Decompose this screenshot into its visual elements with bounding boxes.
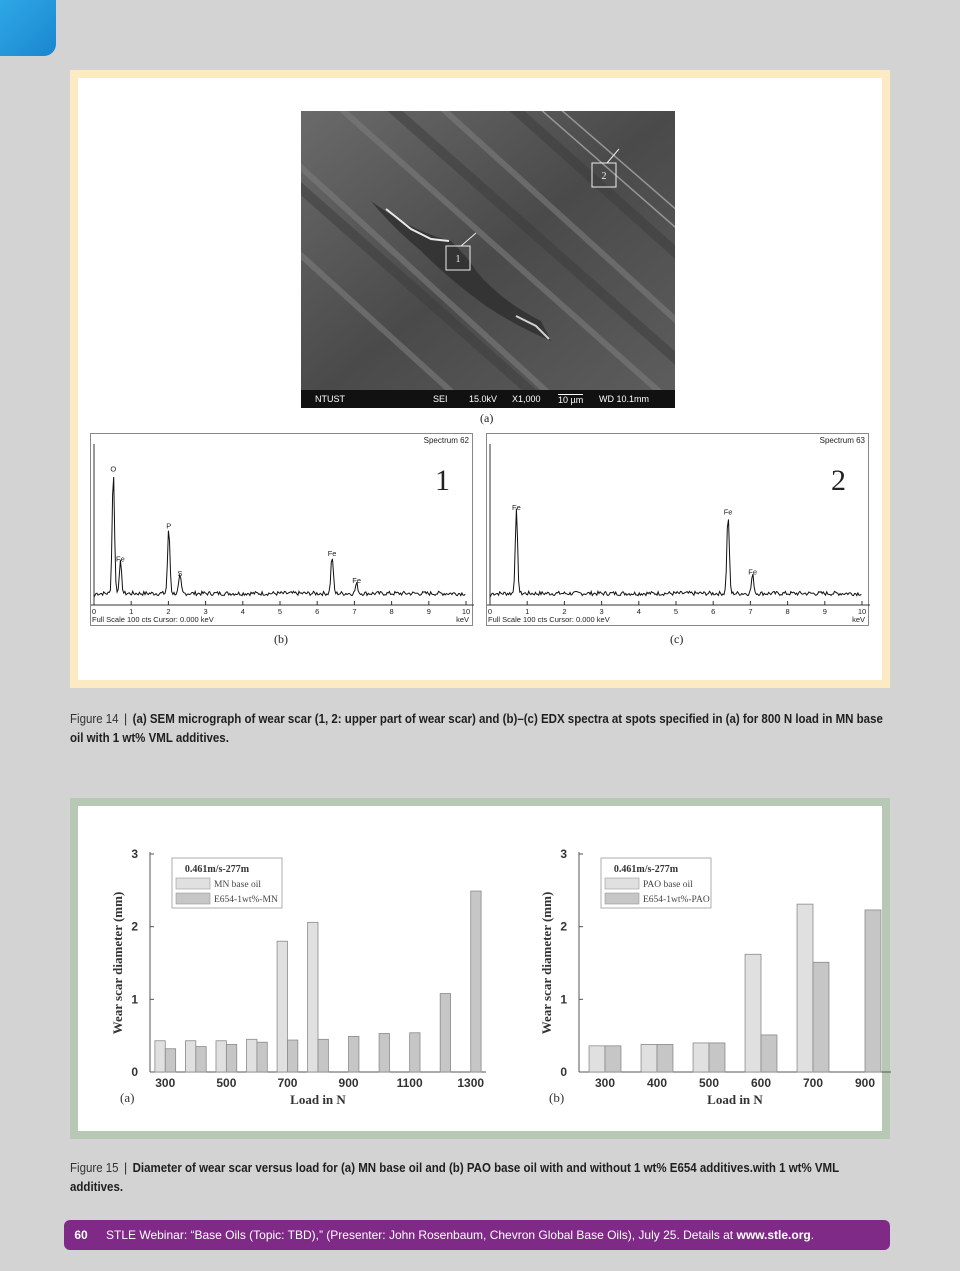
spectrum-b [90,433,473,626]
x-tick-label: 300 [155,1076,176,1090]
spectrum-tick-label: 10 [857,607,867,616]
sem-wd: WD 10.1mm [599,394,650,404]
x-tick-label: 700 [802,1076,824,1090]
spectrum-trace [490,509,861,597]
footer-end: . [810,1228,815,1242]
sem-info-bar [301,390,675,408]
figure-15-caption [70,1159,889,1197]
spectrum-b-plot [91,434,474,627]
legend-label: E654-1wt%-MN [214,895,278,905]
footer-body: STLE Webinar: “Base Oils (Topic: TBD),” (Presenter: John Rosenbaum, Chevron Global Base Oils), July 25. Details at [106,1228,737,1242]
peak-label: Fe [748,567,758,577]
y-tick-label: 2 [131,919,138,934]
bar-e654-1wt-mn [196,1047,206,1072]
spectrum-c-footer: Full Scale 100 cts Cursor: 0.000 keV [488,615,610,624]
figure-15-panel [78,806,882,1131]
sem-scale: 10 µm [558,395,584,405]
bar-chart-b [523,806,903,1131]
bar-mn-base-oil [216,1041,226,1072]
footer-text [106,1220,814,1250]
y-tick-label: 2 [560,919,567,934]
spectrum-c-plot [487,434,870,627]
sem-image [301,111,675,408]
footer-link[interactable]: www.stle.org [736,1228,811,1242]
spectrum-trace [94,477,465,597]
spectrum-tick-label: 7 [352,607,357,616]
y-tick-label: 0 [131,1065,138,1079]
spectrum-tick-label: 1 [525,607,530,616]
spectrum-tick-label: 3 [203,607,208,616]
chart-panel-label: (a) [120,1090,135,1105]
legend-label: MN base oil [214,880,261,890]
figure-14-panel [78,78,882,680]
spectrum-tick-label: 6 [315,607,320,616]
peak-label: Fe [723,507,733,517]
peak-label: S [177,568,183,578]
bar-e654-1wt-mn [379,1033,389,1072]
x-tick-label: 1300 [457,1076,485,1090]
y-tick-label: 3 [131,847,138,861]
figure-15-frame [70,798,890,1139]
spectrum-tick-label: 9 [822,607,827,616]
figure-14-number: Figure 14 [70,712,119,726]
spectrum-c-unit: keV [852,615,865,624]
bar-mn-base-oil [247,1039,257,1072]
x-tick-label: 900 [854,1076,876,1090]
sem-mag: X1,000 [512,394,541,404]
panel-label-b: (b) [274,632,288,646]
figure-15-number: Figure 15 [70,1161,119,1175]
spectrum-tick-label: 2 [562,607,567,616]
x-tick-label: 700 [277,1076,298,1090]
legend-swatch [176,893,210,904]
peak-label: Fe [512,503,521,513]
page-number: 60 [74,1228,88,1242]
spectrum-b-number: 1 [435,464,450,497]
legend-swatch [176,878,210,889]
sem-kv: 15.0kV [469,394,498,404]
bar-e654-1wt-mn [440,994,450,1072]
x-tick-label: 300 [594,1076,616,1090]
spectrum-tick-label: 10 [461,607,471,616]
legend-title: 0.461m/s-277m [613,864,679,875]
bar-e654-1wt-pao [761,1035,777,1072]
bar-mn-base-oil [308,922,318,1072]
legend-label: PAO base oil [643,880,693,890]
spectrum-tick-label: 0 [487,607,493,616]
spectrum-b-unit: keV [456,615,469,624]
legend-swatch [605,893,639,904]
spectrum-tick-label: 3 [599,607,604,616]
figure-14-caption-text: (a) SEM micrograph of wear scar (1, 2: upper part of wear scar) and (b)–(c) EDX spectra at spots specified in (a) for 800 N load in MN base oil with 1 wt% VML additives. [70,712,883,745]
x-tick-label: 500 [216,1076,237,1090]
bar-pao-base-oil [693,1043,709,1072]
figure-15-caption-text: Diameter of wear scar versus load for (a) MN base oil and (b) PAO base oil with and without 1 wt% E654 additives.with 1 wt% VML additives. [70,1161,839,1194]
bar-e654-1wt-mn [165,1049,175,1072]
peak-label: P [166,521,172,531]
bar-pao-base-oil [589,1046,605,1072]
bar-pao-base-oil [797,904,813,1072]
x-tick-label: 500 [698,1076,720,1090]
bar-e654-1wt-mn [471,891,481,1072]
page-footer [64,1220,890,1250]
peak-label: O [110,464,117,474]
legend-label: E654-1wt%-PAO [643,895,710,905]
panel-label-c: (c) [670,632,684,646]
spectrum-c-number: 2 [831,464,846,497]
spectrum-c-title: Spectrum 63 [819,436,865,445]
bar-e654-1wt-mn [410,1033,420,1072]
bar-e654-1wt-mn [226,1044,236,1072]
y-tick-label: 3 [560,847,567,861]
bar-mn-base-oil [277,941,287,1072]
bar-e654-1wt-pao [813,962,829,1072]
spectrum-b-title: Spectrum 62 [423,436,469,445]
figure-14-frame [70,70,890,688]
legend-title: 0.461m/s-277m [184,864,250,875]
y-axis-label: Wear scar diameter (mm) [539,891,554,1035]
spectrum-tick-label: 9 [426,607,431,616]
spectrum-tick-label: 5 [673,607,679,616]
bar-e654-1wt-pao [657,1044,673,1072]
sem-marker-2: 2 [601,171,607,182]
bar-mn-base-oil [185,1041,195,1072]
y-tick-label: 1 [131,992,138,1007]
legend-swatch [605,878,639,889]
bar-e654-1wt-pao [709,1043,725,1072]
caption-separator: | [124,712,128,726]
spectrum-tick-label: 0 [91,607,97,616]
bar-e654-1wt-mn [349,1036,359,1072]
spectrum-tick-label: 8 [785,607,790,616]
peak-label: Fe [116,554,125,564]
x-axis-label: Load in N [290,1092,346,1107]
peak-label: Fe [352,575,362,585]
bar-e654-1wt-pao [865,910,881,1072]
bar-e654-1wt-mn [287,1040,297,1072]
spectrum-b-footer: Full Scale 100 cts Cursor: 0.000 keV [92,615,214,624]
bar-chart-a [98,806,498,1131]
sem-lab: NTUST [315,394,345,404]
spectrum-tick-label: 4 [240,607,245,616]
sem-micrograph [301,111,675,408]
spectrum-tick-label: 8 [389,607,394,616]
bar-mn-base-oil [155,1041,165,1072]
spectrum-c [486,433,869,626]
y-axis-label: Wear scar diameter (mm) [110,891,125,1035]
bar-e654-1wt-mn [318,1039,328,1072]
spectrum-tick-label: 4 [636,607,641,616]
caption-separator: | [124,1161,128,1175]
bar-pao-base-oil [641,1044,657,1072]
sem-mode: SEI [433,394,448,404]
spectrum-tick-label: 7 [748,607,753,616]
spectrum-tick-label: 2 [166,607,171,616]
peak-label: Fe [327,548,337,558]
spectrum-tick-label: 5 [277,607,283,616]
x-tick-label: 600 [750,1076,772,1090]
spectrum-tick-label: 6 [711,607,716,616]
sem-marker-1: 1 [455,254,461,265]
corner-tab [0,0,56,56]
x-axis-label: Load in N [707,1092,763,1107]
y-tick-label: 1 [560,992,567,1007]
x-tick-label: 900 [338,1076,359,1090]
bar-pao-base-oil [745,954,761,1072]
bar-e654-1wt-pao [605,1046,621,1072]
bar-e654-1wt-mn [257,1042,267,1072]
spectrum-tick-label: 1 [129,607,134,616]
chart-panel-label: (b) [549,1090,565,1105]
panel-label-a: (a) [480,411,494,425]
figure-14-caption [70,710,889,748]
y-tick-label: 0 [560,1065,567,1079]
x-tick-label: 1100 [396,1076,423,1090]
x-tick-label: 400 [646,1076,668,1090]
